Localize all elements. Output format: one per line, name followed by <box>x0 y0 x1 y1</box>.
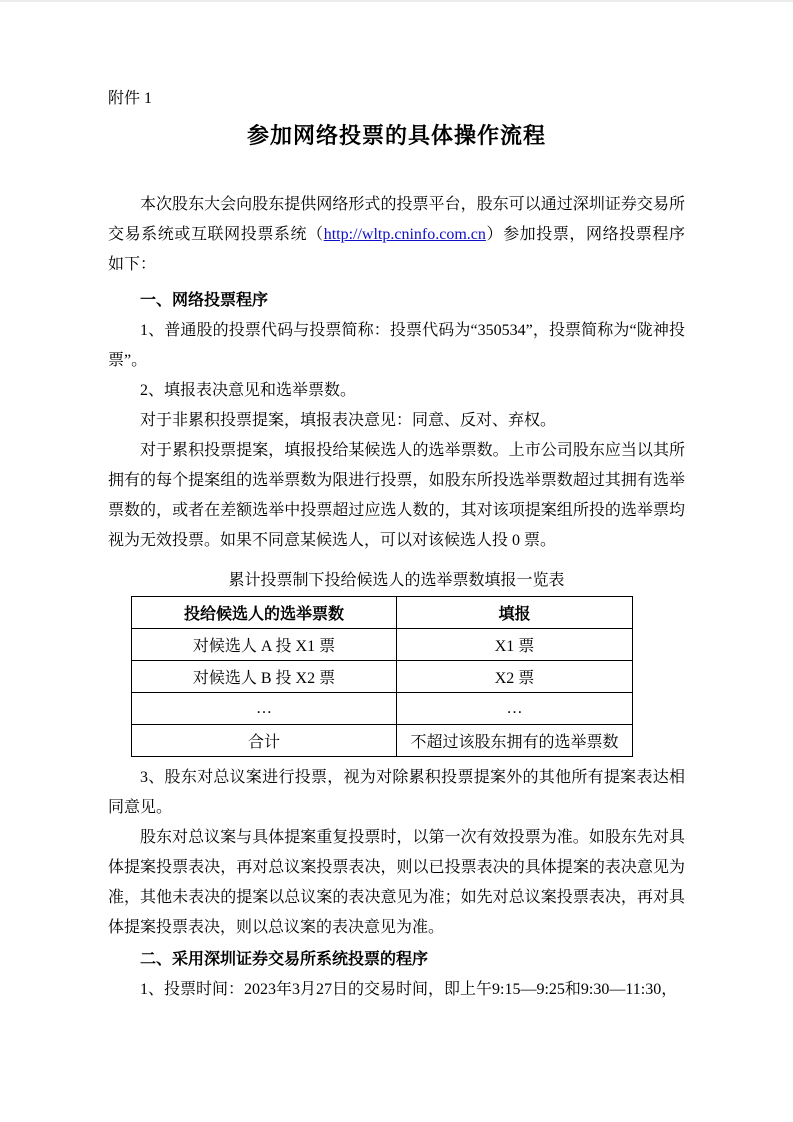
document-content <box>0 2 793 1005</box>
voting-website-link[interactable]: http://wltp.cninfo.com.cn <box>323 226 486 243</box>
table-header-row <box>132 597 633 629</box>
section1-heading: 一、网络投票程序 <box>140 292 269 309</box>
table-cell: 对候选人 A 投 X1 票 <box>132 629 397 661</box>
intro-paragraph <box>108 190 685 280</box>
paragraph-fill-opinion: 2、填报表决意见和选举票数。 <box>140 382 357 399</box>
table-cell: … <box>397 693 633 725</box>
table-header-votes: 投给候选人的选举票数 <box>132 597 397 629</box>
table-row <box>132 693 633 725</box>
table-cell: X1 票 <box>397 629 633 661</box>
table-cell: 不超过该股东拥有的选举票数 <box>397 725 633 757</box>
table-caption: 累计投票制下投给候选人的选举票数填报一览表 <box>228 572 565 589</box>
table-row <box>132 661 633 693</box>
intro-text-before: 本次股东大会向股东提供网络形式的投票平台，股东可以通过深圳证券交易所交易系统或互联网投票系统（ <box>108 196 685 243</box>
paragraph-voting-code: 1、普通股的投票代码与投票简称：投票代码为“350534”，投票简称为“陇神投票”。 <box>108 322 685 369</box>
cumulative-votes-table <box>131 596 633 757</box>
table-cell: … <box>132 693 397 725</box>
page-title: 参加网络投票的具体操作流程 <box>246 123 546 148</box>
paragraph-voting-time: 1、投票时间：2023年3月27日的交易时间，即上午9:15—9:25和9:30—11:30， <box>140 981 678 998</box>
paragraph-duplicate-voting: 股东对总议案与具体提案重复投票时，以第一次有效投票为准。如股东先对具体提案投票表决，再对总议案投票表决，则以已投票表决的具体提案的表决意见为准，其他未表决的提案以总议案的表决意见为准；如先对总议案投票表决，再对具体提案投票表决，则以总议案的表决意见为准。 <box>108 829 685 936</box>
table-row <box>132 629 633 661</box>
table-cell: X2 票 <box>397 661 633 693</box>
table-row <box>132 725 633 757</box>
paragraph-cumulative: 对于累积投票提案，填报投给某候选人的选举票数。上市公司股东应当以其所拥有的每个提案组的选举票数为限进行投票，如股东所投选举票数超过其拥有选举票数的，或者在差额选举中投票超过应选人数的，其对该项提案组所投的选举票均视为无效投票。如果不同意某候选人，可以对该候选人投 0 票。 <box>108 442 685 549</box>
table-cell: 对候选人 B 投 X2 票 <box>132 661 397 693</box>
attachment-label: 附件 1 <box>108 90 153 107</box>
table-cell: 合计 <box>132 725 397 757</box>
paragraph-general-proposal: 3、股东对总议案进行投票，视为对除累积投票提案外的其他所有提案表达相同意见。 <box>108 769 685 816</box>
section2-heading: 二、采用深圳证券交易所系统投票的程序 <box>140 951 429 968</box>
table-header-fill: 填报 <box>397 597 633 629</box>
paragraph-non-cumulative: 对于非累积投票提案，填报表决意见：同意、反对、弃权。 <box>140 412 557 429</box>
intro-text-after: ）参加投票，网络投票程序如下： <box>108 226 685 273</box>
